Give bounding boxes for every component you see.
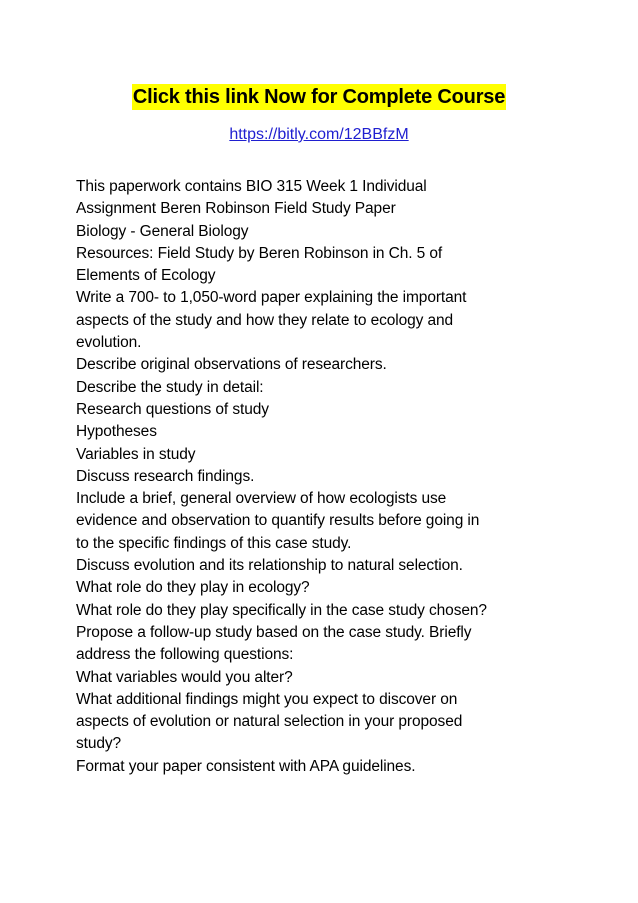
body-line: Research questions of study (76, 400, 269, 418)
body-line: What variables would you alter? (76, 668, 293, 686)
body-line: Biology - General Biology (76, 222, 249, 240)
body-line: Resources: Field Study by Beren Robinson in Ch. 5 of (76, 244, 443, 262)
body-line: What role do they play specifically in the case study chosen? (76, 601, 487, 619)
body-line: Variables in study (76, 445, 196, 463)
body-line: Write a 700- to 1,050-word paper explaining the important (76, 289, 467, 307)
body-line: What role do they play in ecology? (76, 579, 310, 597)
headline-highlight: Click this link Now for Complete Course (132, 86, 506, 108)
body-line: evidence and observation to quantify results before going in (76, 512, 480, 530)
body-line: to the specific findings of this case study. (76, 534, 352, 552)
body-line: This paperwork contains BIO 315 Week 1 Individual (76, 178, 427, 195)
body-line: Include a brief, general overview of how ecologists use (76, 490, 447, 508)
body-line: evolution. (76, 334, 142, 352)
body-line: address the following questions: (76, 646, 294, 664)
link-container (0, 124, 638, 146)
body-line: Assignment Beren Robinson Field Study Paper (76, 200, 396, 218)
body-text (76, 176, 566, 778)
body-line: Propose a follow-up study based on the case study. Briefly (76, 623, 472, 641)
body-line: Elements of Ecology (76, 267, 216, 285)
body-line: Describe the study in detail: (76, 378, 264, 396)
body-line: Discuss evolution and its relationship to natural selection. (76, 557, 463, 575)
body-line: Describe original observations of researchers. (76, 356, 387, 374)
body-line: aspects of evolution or natural selection in your proposed (76, 713, 463, 731)
course-link[interactable]: https://bitly.com/12BBfzM (229, 126, 409, 143)
body-line: Hypotheses (76, 423, 157, 441)
body-line: Format your paper consistent with APA guidelines. (76, 757, 416, 775)
headline-container (0, 84, 638, 110)
body-line: aspects of the study and how they relate to ecology and (76, 311, 454, 329)
body-line: What additional findings might you expect to discover on (76, 690, 458, 708)
body-line: Discuss research findings. (76, 467, 255, 485)
body-line: study? (76, 735, 122, 753)
